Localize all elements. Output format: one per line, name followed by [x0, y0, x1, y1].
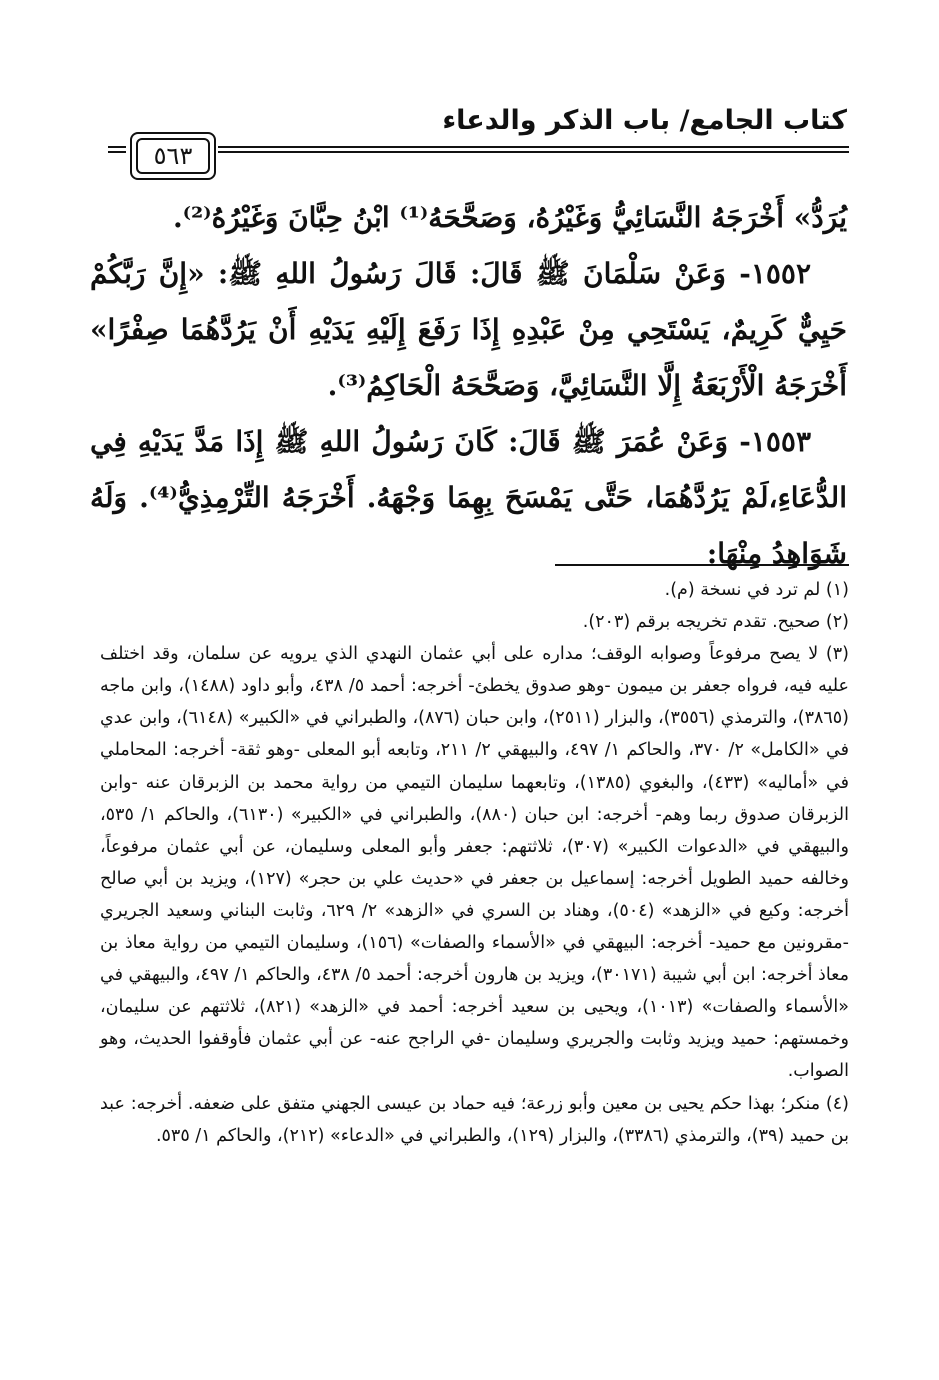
page-number-frame	[130, 132, 216, 180]
hadith-1552: ١٥٥٢- وَعَنْ سَلْمَانَ ﷺ قَالَ: قَالَ رَسُولُ اللهِ ﷺ: «إِنَّ رَبَّكُمْ حَيِيٌّ كَرِيمٌ، يَسْتَحِي مِنْ عَبْدِهِ إِذَا رَفَعَ إِلَيْهِ يَدَيْهِ أَنْ يَرُدَّهُمَا صِفْرًا» أَخْرَجَهُ الْأَرْبَعَةُ إِلَّا النَّسَائِيَّ، وَصَحَّحَهُ الْحَاكِمُ⁽³⁾.	[90, 257, 847, 402]
footnotes	[100, 574, 849, 1152]
footnote-3: (٣) لا يصح مرفوعاً وصوابه الوقف؛ مداره على أبي عثمان النهدي الذي يرويه عن سلمان، وقد اختلف عليه فيه، فرواه جعفر بن ميمون -وهو صدوق يخطئ- أخرجه: أحمد ٥/ ٤٣٨، وأبو داود (١٤٨٨)، وابن ماجه (٣٨٦٥)، والترمذي (٣٥٥٦)، والبزار (٢٥١١)، وابن حبان (٨٧٦)، والطبراني في «الكبير» (٦١٤٨)، وابن عدي في «الكامل» ٢/ ٣٧٠، والحاكم ١/ ٤٩٧، والبيهقي ٢/ ٢١١، وتابعه أبو المعلى -وهو ثقة- أخرجه: المحاملي في «أماليه» (٤٣٣)، والبغوي (١٣٨٥)، وتابعهما سليمان التيمي من رواية محمد بن الزبرقان عنه -وابن الزبرقان صدوق ربما وهم- أخرجه: ابن حبان (٨٨٠)، والطبراني في «الكبير» (٦١٣٠)، والحاكم ١/ ٥٣٥، والبيهقي في «الدعوات الكبير» (٣٠٧)، ثلاثتهم: جعفر وأبو المعلى وسليمان، عن أبي عثمان مرفوعاً، وخالفه حميد الطويل أخرجه: إسماعيل بن جعفر في «حديث علي بن حجر» (١٢٧)، ويزيد بن أبي صالح أخرجه: وكيع في «الزهد» (٥٠٤)، وهناد بن السري في «الزهد» ٢/ ٦٢٩، وثابت البناني وسعيد الجريري -مقرونين مع حميد- أخرجه: البيهقي في «الأسماء والصفات» (١٥٦)، وسليمان التيمي من رواية معاذ بن معاذ أخرجه: ابن أبي شيبة (٣٠١٧١)، ويزيد بن هارون أخرجه: أحمد ٥/ ٤٣٨، والحاكم ١/ ٤٩٧، والبيهقي في «الأسماء والصفات» (١٠١٣)، ويحيى بن سعيد أخرجه: أحمد في «الزهد» (٨٢١)، ثلاثتهم عن سليمان، وخمستهم: حميد ويزيد وثابت والجريري وسليمان -في الراجح عنه- عن أبي عثمان فأوقفوا الحديث، وهو الصواب.	[100, 644, 850, 1082]
page-number: ٥٦٣	[136, 138, 210, 174]
footnote-4: (٤) منكر؛ بهذا حكم يحيى بن معين وأبو زرعة؛ فيه حماد بن عيسى الجهني متفق على ضعفه. أخرجه: عبد بن حميد (٣٩)، والترمذي (٣٣٨٦)، والبزار (١٢٩)، والطبراني في «الدعاء» (٢١٢)، والحاكم ١/ ٥٣٥.	[100, 1093, 849, 1146]
footnote-separator	[555, 564, 849, 566]
hadith-1553: ١٥٥٣- وَعَنْ عُمَرَ ﷺ قَالَ: كَانَ رَسُولُ اللهِ ﷺ إِذَا مَدَّ يَدَيْهِ فِي الدُّعَاءِ،لَمْ يَرُدَّهُمَا، حَتَّى يَمْسَحَ بِهِمَا وَجْهَهُ. أَخْرَجَهُ التِّرْمِذِيُّ⁽⁴⁾. وَلَهُ شَوَاهِدُ مِنْهَا:	[90, 425, 847, 570]
header-double-rule	[218, 146, 849, 153]
footnote-1: (١) لم ترد في نسخة (م).	[664, 580, 849, 600]
running-title: كتاب الجامع/ باب الذكر والدعاء	[442, 105, 847, 136]
main-text	[90, 190, 847, 582]
header-rule-tick	[108, 146, 126, 153]
footnote-2: (٢) صحيح. تقدم تخريجه برقم (٢٠٣).	[582, 612, 849, 633]
continuation-paragraph: يُرَدُّ» أَخْرَجَهُ النَّسَائِيُّ وَغَيْرُهُ، وَصَحَّحَهُ⁽¹⁾ ابْنُ حِبَّانَ وَغَيْرُهُ⁽²⁾.	[172, 201, 847, 234]
